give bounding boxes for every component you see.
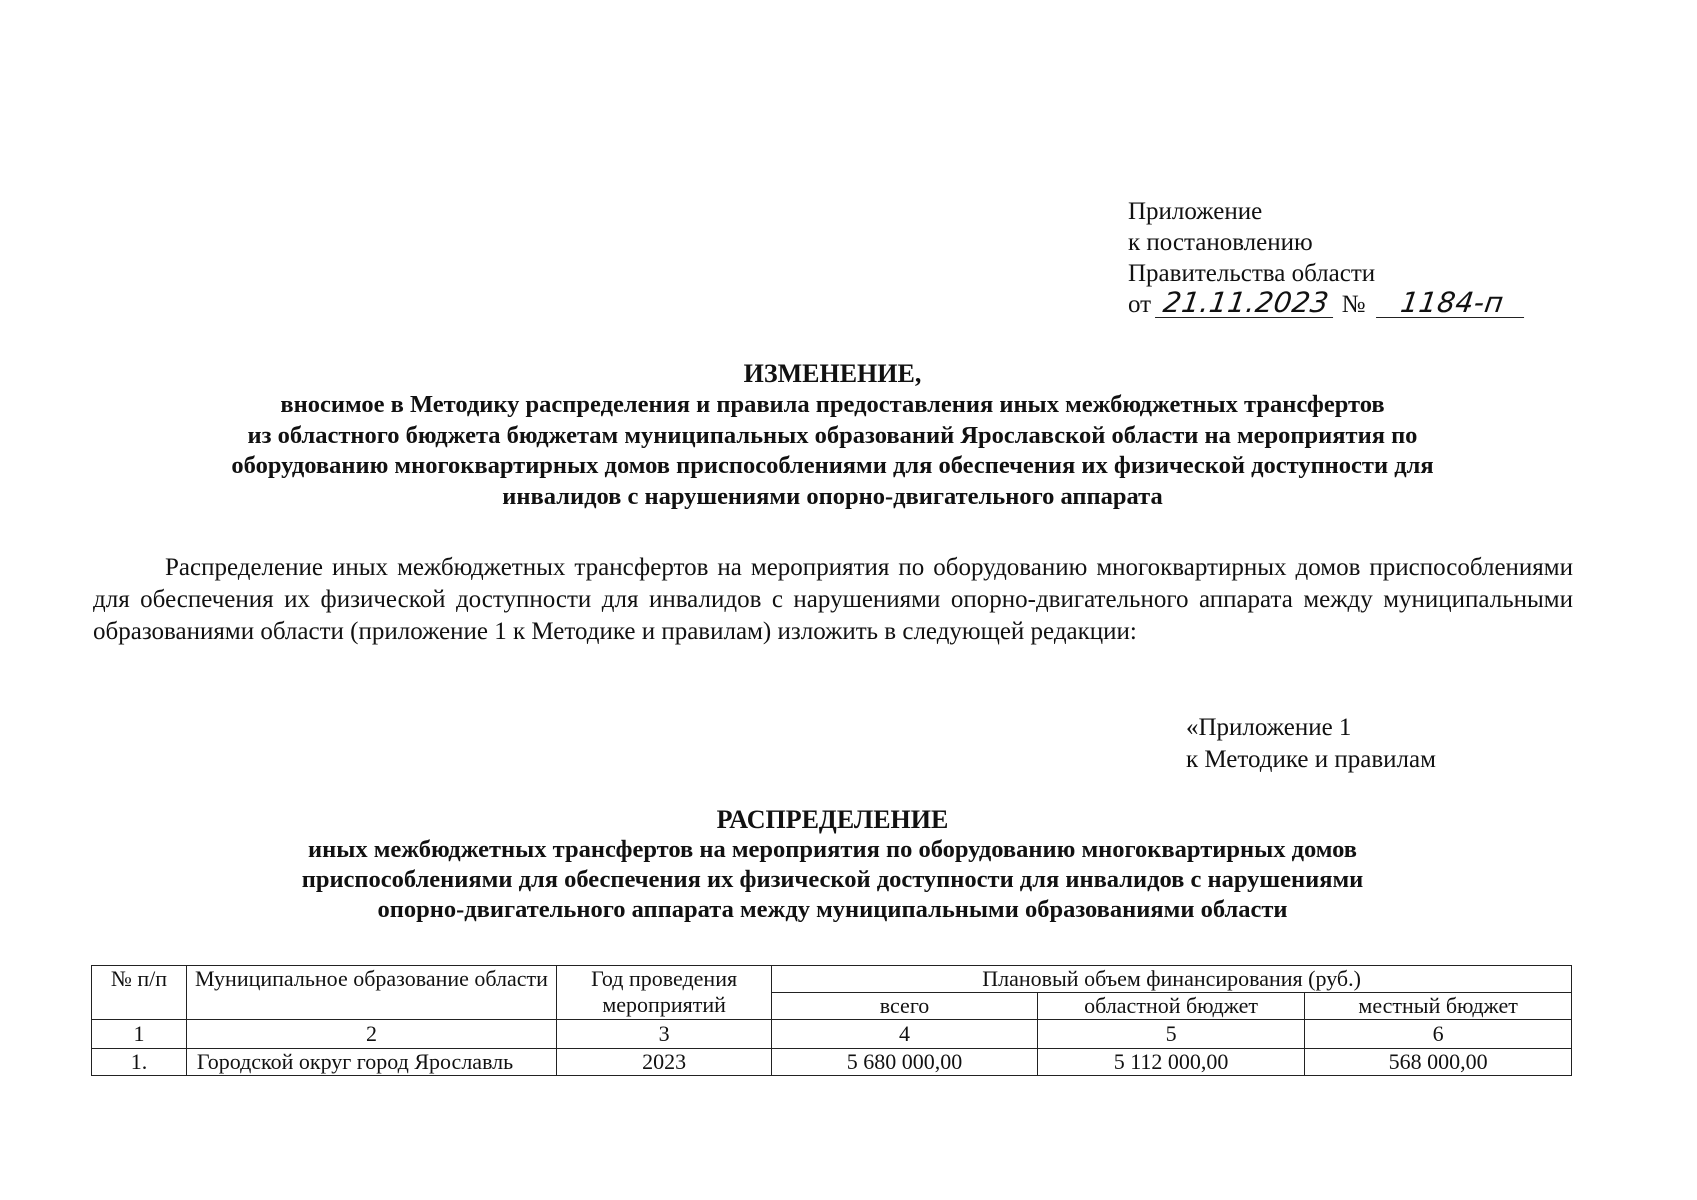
body-paragraph: Распределение иных межбюджетных трансфертов на мероприятия по оборудованию многоквартирных домов приспособлениями для обеспечения их физической доступности для инвалидов с нарушениями опорно-двигательного аппарата между муниципальными образованиями области (приложение 1 к Методике и правилам) изложить в следующей редакции:	[93, 554, 1573, 645]
change-subtitle-line: из областного бюджета бюджетам муниципальных образований Ярославской области на мероприятия по	[247, 421, 1418, 449]
number-label: №	[1341, 291, 1366, 318]
change-subtitle-line: инвалидов с нарушениями опорно-двигательного аппарата	[502, 482, 1163, 510]
header-financing: Плановый объем финансирования (руб.)	[772, 966, 1572, 993]
row-year: 2023	[557, 1049, 772, 1076]
table-row	[92, 1049, 1572, 1076]
header-regional: областной бюджет	[1037, 993, 1304, 1020]
annex2-line-2: к Методике и правилам	[1186, 746, 1436, 773]
header-local: местный бюджет	[1305, 993, 1572, 1020]
header-year: Год проведения мероприятий	[557, 966, 772, 1020]
annex-line-2: к постановлению	[1128, 229, 1313, 256]
row-total: 5 680 000,00	[772, 1049, 1038, 1076]
row-num: 1.	[92, 1049, 187, 1076]
index-cell: 5	[1037, 1020, 1304, 1049]
handwritten-number: 1184-п	[1376, 289, 1528, 318]
table-index-row	[92, 1020, 1572, 1049]
change-heading	[90, 357, 1575, 512]
row-municipality: Городской округ город Ярославль	[186, 1049, 556, 1076]
distribution-heading	[90, 805, 1575, 925]
index-cell: 6	[1305, 1020, 1572, 1049]
index-cell: 2	[186, 1020, 556, 1049]
header-total: всего	[772, 993, 1038, 1020]
annex2-line-1: «Приложение 1	[1186, 714, 1352, 741]
handwritten-date: 21.11.2023	[1155, 289, 1337, 318]
header-num: № п/п	[92, 966, 187, 1020]
distribution-subtitle-line: иных межбюджетных трансфертов на мероприятия по оборудованию многоквартирных домов	[307, 836, 1357, 863]
methodology-annex-block	[1186, 712, 1436, 776]
annex-line-1: Приложение	[1128, 198, 1263, 225]
annex-line-3: Правительства области	[1128, 260, 1376, 287]
index-cell: 1	[92, 1020, 187, 1049]
change-title: ИЗМЕНЕНИЕ,	[743, 359, 922, 388]
index-cell: 4	[772, 1020, 1038, 1049]
distribution-subtitle-line: приспособлениями для обеспечения их физической доступности для инвалидов с нарушениями	[301, 866, 1364, 893]
resolution-annex-block	[1128, 196, 1526, 320]
header-municipality: Муниципальное образование области	[186, 966, 556, 1020]
from-label: от	[1128, 291, 1152, 318]
table-header-row	[92, 966, 1572, 993]
change-subtitle-line: оборудованию многоквартирных домов приспособлениями для обеспечения их физической доступности для	[231, 452, 1434, 479]
annex-date-number-line	[1128, 286, 1526, 320]
distribution-subtitle-line: опорно-двигательного аппарата между муниципальными образованиями области	[377, 896, 1288, 923]
change-subtitle-line: вносимое в Методику распределения и правила предоставления иных межбюджетных трансфертов	[280, 391, 1385, 418]
row-local: 568 000,00	[1305, 1049, 1572, 1076]
row-regional: 5 112 000,00	[1037, 1049, 1304, 1076]
distribution-title: РАСПРЕДЕЛЕНИЕ	[716, 805, 949, 834]
index-cell: 3	[557, 1020, 772, 1049]
distribution-table	[91, 965, 1572, 1076]
